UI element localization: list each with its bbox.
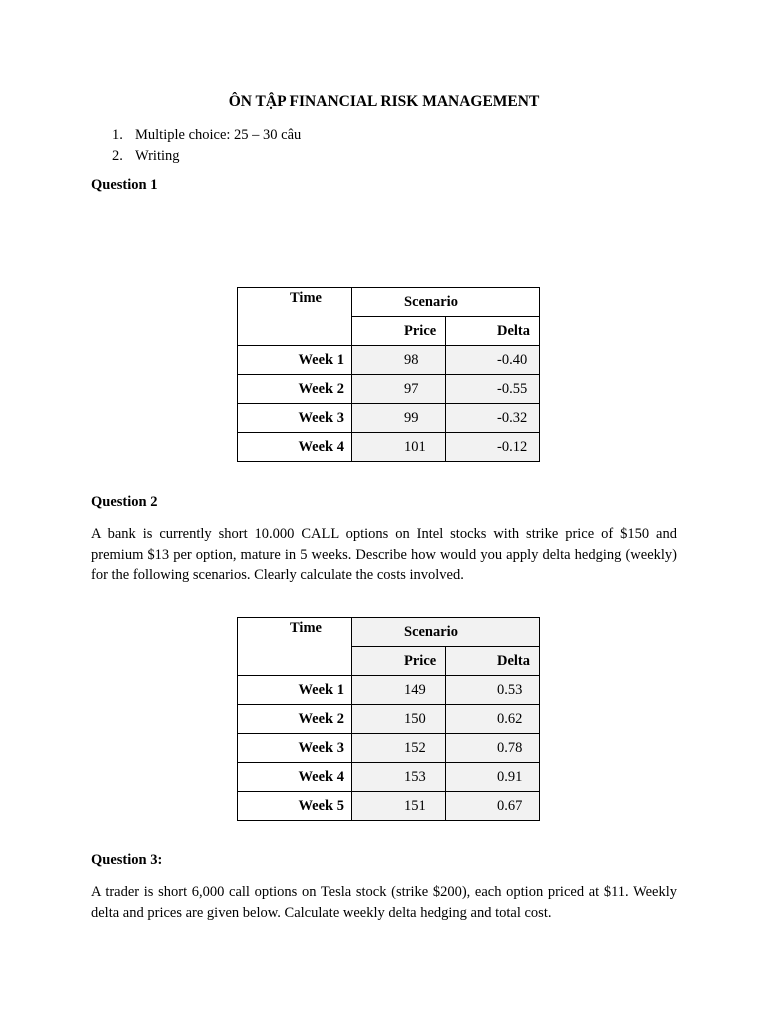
delta-header: Delta (446, 647, 540, 676)
list-item-text: Writing (135, 148, 180, 164)
delta-cell: -0.55 (446, 375, 540, 404)
delta-cell: 0.62 (446, 705, 540, 734)
price-header: Price (352, 317, 446, 346)
price-cell: 150 (352, 705, 446, 734)
delta-cell: 0.53 (446, 676, 540, 705)
week-cell: Week 5 (238, 792, 352, 821)
question-2-text: A bank is currently short 10.000 CALL options on Intel stocks with strike price of $150 and premium $13 per option, mature in 5 weeks. Describe how would you apply delta hedging (weekly) for the following scenarios. Clearly calculate the costs involved. (91, 526, 677, 583)
price-cell: 99 (352, 404, 446, 433)
price-cell: 153 (352, 763, 446, 792)
time-header: Time (238, 618, 352, 676)
question-1-table (237, 287, 540, 462)
list-item-text: Multiple choice: 25 – 30 câu (135, 127, 302, 143)
table-header-row (238, 288, 540, 317)
table-row (238, 676, 540, 705)
question-2-heading: Question 2 (91, 494, 158, 510)
scenario-header: Scenario (352, 618, 540, 647)
table-row (238, 792, 540, 821)
week-cell: Week 3 (238, 404, 352, 433)
week-cell: Week 4 (238, 433, 352, 462)
delta-header: Delta (446, 317, 540, 346)
list-item-number: 2. (112, 148, 123, 164)
price-cell: 97 (352, 375, 446, 404)
table-row (238, 404, 540, 433)
week-cell: Week 4 (238, 763, 352, 792)
delta-cell: 0.78 (446, 734, 540, 763)
table-row (238, 705, 540, 734)
table-header-row (238, 618, 540, 647)
page-title: ÔN TẬP FINANCIAL RISK MANAGEMENT (228, 93, 540, 110)
week-cell: Week 2 (238, 375, 352, 404)
delta-cell: 0.67 (446, 792, 540, 821)
week-cell: Week 1 (238, 676, 352, 705)
price-cell: 151 (352, 792, 446, 821)
week-cell: Week 1 (238, 346, 352, 375)
question-1-heading: Question 1 (91, 177, 158, 193)
delta-cell: -0.32 (446, 404, 540, 433)
price-cell: 152 (352, 734, 446, 763)
delta-cell: -0.40 (446, 346, 540, 375)
table-row (238, 375, 540, 404)
price-header: Price (352, 647, 446, 676)
outline-list (112, 125, 301, 167)
list-item (112, 125, 301, 146)
time-header: Time (238, 288, 352, 346)
table-row (238, 433, 540, 462)
question-3-text: A trader is short 6,000 call options on Tesla stock (strike $200), each option priced at $11. Weekly delta and prices are given below. Calculate weekly delta hedging and total cost. (91, 884, 677, 921)
scenario-header: Scenario (352, 288, 540, 317)
price-cell: 98 (352, 346, 446, 375)
price-cell: 101 (352, 433, 446, 462)
list-item-number: 1. (112, 127, 123, 143)
table-row (238, 346, 540, 375)
week-cell: Week 2 (238, 705, 352, 734)
table-row (238, 734, 540, 763)
table-row (238, 763, 540, 792)
list-item (112, 146, 301, 167)
week-cell: Week 3 (238, 734, 352, 763)
question-3-heading: Question 3: (91, 852, 163, 868)
delta-cell: 0.91 (446, 763, 540, 792)
delta-cell: -0.12 (446, 433, 540, 462)
question-2-table (237, 617, 540, 821)
price-cell: 149 (352, 676, 446, 705)
